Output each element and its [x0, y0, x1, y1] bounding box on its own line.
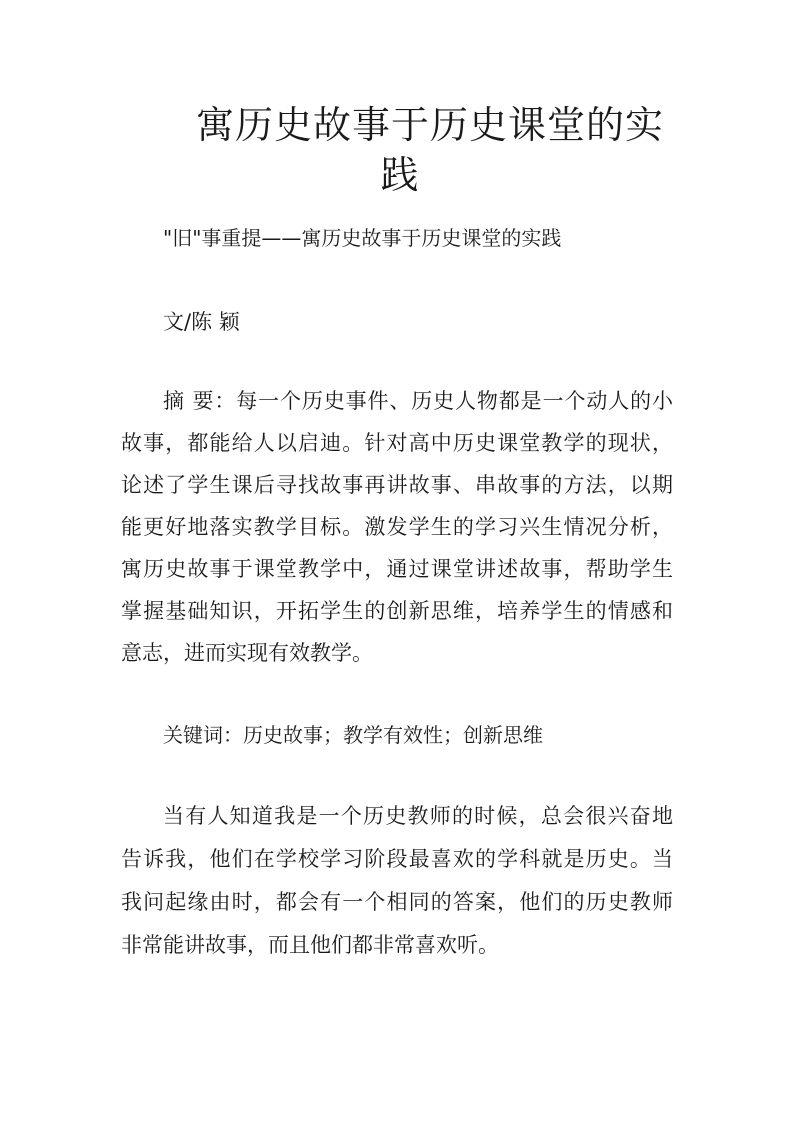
abstract-line: 寓历史故事于课堂教学中，通过课堂讲述故事，帮助学生	[121, 557, 673, 581]
keywords-line: 关键词：历史故事；教学有效性；创新思维	[163, 723, 543, 747]
abstract-line: 掌握基础知识，开拓学生的创新思维，培养学生的情感和	[121, 599, 673, 623]
abstract-line: 摘 要：每一个历史事件、历史人物都是一个动人的小	[163, 389, 673, 413]
abstract-line: 能更好地落实教学目标。激发学生的学习兴生情况分析，	[121, 515, 673, 539]
paragraph-line: 告诉我，他们在学校学习阶段最喜欢的学科就是历史。当	[121, 847, 673, 871]
paragraph-line: 我问起缘由时，都会有一个相同的答案，他们的历史教师	[121, 890, 673, 914]
abstract-line: 论述了学生课后寻找故事再讲故事、串故事的方法，以期	[121, 473, 673, 497]
abstract-line: 故事，都能给人以启迪。针对高中历史课堂教学的现状，	[121, 431, 673, 455]
abstract-line: 意志，进而实现有效教学。	[121, 641, 373, 665]
document-title-line-1: 寓历史故事于历史课堂的实	[195, 103, 664, 147]
document-title-line-2: 践	[380, 153, 420, 197]
paragraph-line: 非常能讲故事，而且他们都非常喜欢听。	[121, 933, 499, 957]
paragraph-line: 当有人知道我是一个历史教师的时候，总会很兴奋地	[163, 804, 673, 828]
subtitle: "旧"事重提——寓历史故事于历史课堂的实践	[163, 226, 562, 250]
author-line: 文/陈 颖	[163, 310, 240, 334]
